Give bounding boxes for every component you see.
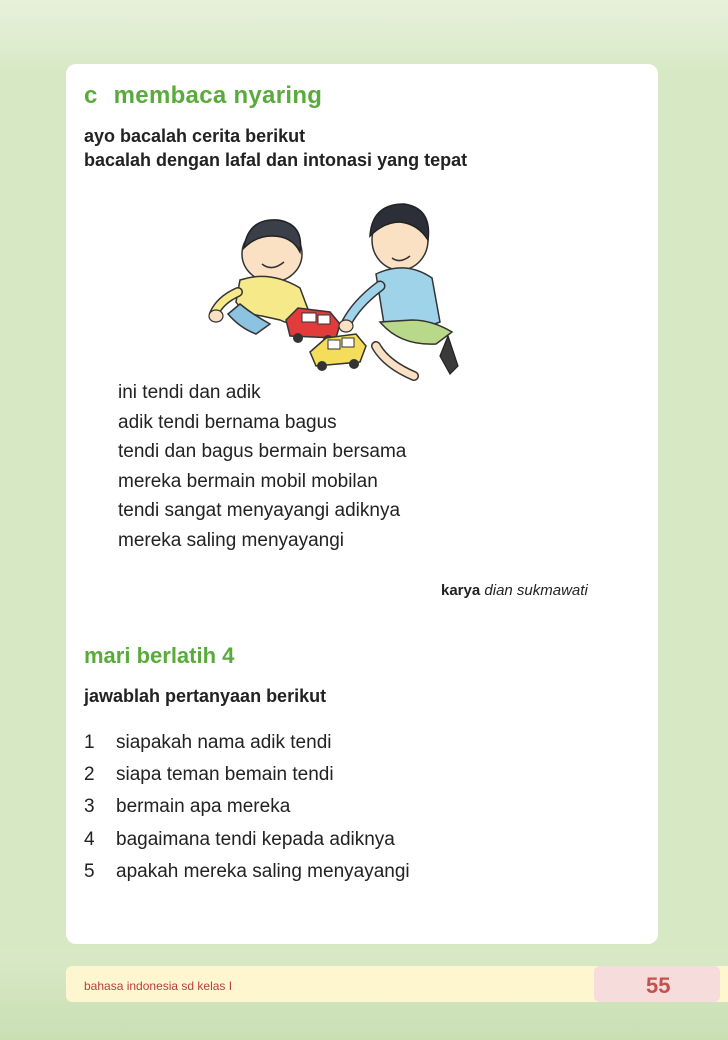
question-number: 4 — [84, 828, 95, 850]
question-number: 1 — [84, 732, 95, 753]
story-author — [441, 582, 588, 599]
instructions — [84, 124, 467, 172]
footer-book-title: bahasa indonesia sd kelas I — [84, 979, 233, 993]
question-text: bermain apa mereka — [116, 796, 291, 818]
story-text — [118, 378, 406, 555]
instruction-line: bacalah dengan lafal dan intonasi yang tepat — [84, 150, 468, 170]
question-number: 5 — [84, 860, 95, 882]
question-item — [84, 824, 410, 856]
yellow-toy-car — [310, 334, 366, 371]
section-letter: c — [84, 82, 98, 109]
exercise-instruction: jawablah pertanyaan berikut — [84, 686, 327, 706]
exercise-title: mari berlatih 4 — [84, 643, 235, 668]
author-label: karya — [441, 582, 481, 599]
question-text: apakah mereka saling menyayangi — [116, 860, 410, 882]
question-number: 3 — [84, 796, 95, 818]
question-item — [84, 791, 410, 823]
story-line: mereka saling menyayangi — [118, 529, 345, 551]
story-line: tendi dan bagus bermain bersama — [118, 441, 407, 462]
question-text: siapa teman bemain tendi — [116, 764, 334, 786]
story-line: adik tendi bernama bagus — [118, 411, 337, 433]
story-line: tendi sangat menyayangi adiknya — [118, 500, 401, 521]
question-item — [84, 727, 410, 759]
two-boys-playing-toy-cars-icon — [200, 196, 470, 386]
page-top-background — [0, 0, 728, 70]
question-text: siapakah nama adik tendi — [116, 732, 332, 753]
question-text: bagaimana tendi kepada adiknya — [116, 828, 395, 850]
question-list — [84, 727, 410, 888]
instruction-line: ayo bacalah cerita berikut — [84, 126, 306, 146]
author-name: dian sukmawati — [484, 582, 588, 599]
story-line: ini tendi dan adik — [118, 382, 261, 403]
section-heading — [84, 82, 322, 110]
question-number: 2 — [84, 764, 95, 786]
question-item — [84, 759, 410, 791]
page-number: 55 — [646, 973, 671, 998]
question-item — [84, 856, 410, 888]
story-line: mereka bermain mobil mobilan — [118, 470, 378, 492]
section-title: membaca nyaring — [113, 82, 323, 109]
